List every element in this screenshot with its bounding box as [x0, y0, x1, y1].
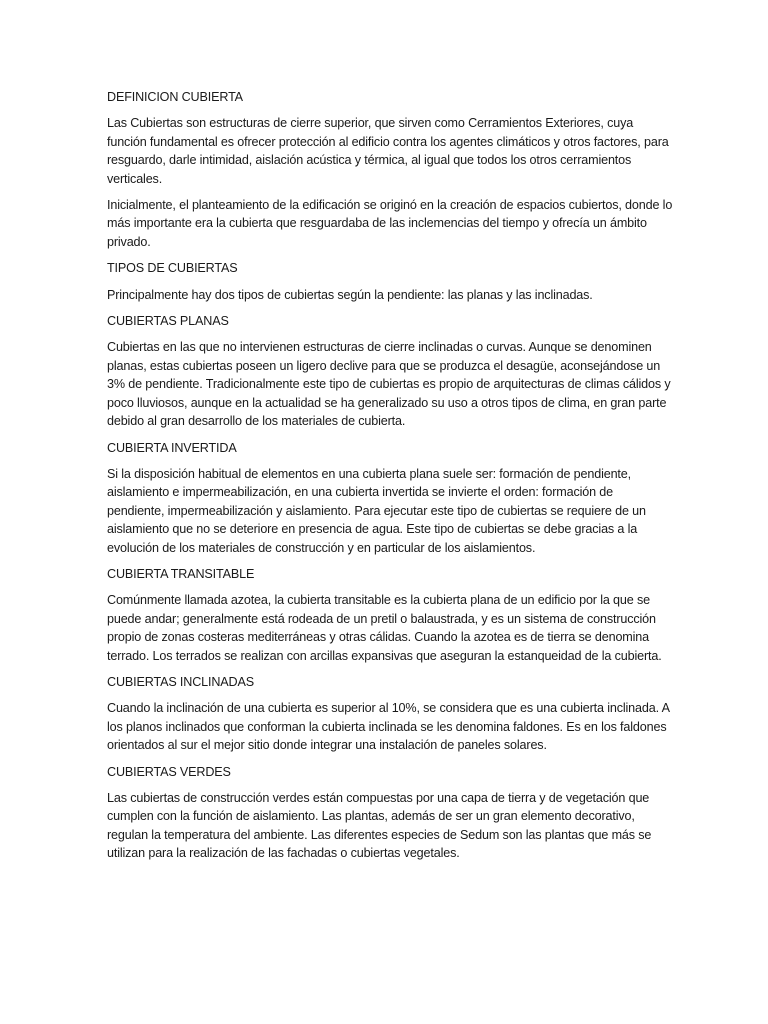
section-cubiertas-verdes — [107, 763, 673, 863]
section-cubierta-invertida — [107, 439, 673, 557]
paragraph: Cubiertas en las que no intervienen estructuras de cierre inclinadas o curvas. Aunque se denominen planas, estas cubiertas poseen un ligero declive para que se produzca el desagüe, aconsejándose un 3% de pendiente. Tradicionalmente este tipo de cubiertas es propio de arquitecturas de climas cálidos y poco lluviosos, aunque en la actualidad se ha generalizado su uso a otros tipos de clima, en gran parte debido al gran desarrollo de los materiales de cubierta. — [107, 340, 671, 429]
section-heading: CUBIERTAS PLANAS — [107, 314, 229, 329]
section-heading: CUBIERTA TRANSITABLE — [107, 566, 255, 581]
document-page — [107, 88, 673, 871]
section-heading: CUBIERTAS VERDES — [107, 764, 231, 779]
paragraph: Inicialmente, el planteamiento de la edificación se originó en la creación de espacios cubiertos, donde lo más importante era la cubierta que resguardaba de las inclemencias del tiempo y ofrecía un ámbito privado. — [107, 198, 673, 249]
paragraph: Las cubiertas de construcción verdes están compuestas por una capa de tierra y de vegetación que cumplen con la función de aislamiento. Las plantas, además de ser un gran elemento decorativo, regulan la temperatura del ambiente. Las diferentes especies de Sedum son las plantas que más se utilizan para la realización de las fachadas o cubiertas vegetales. — [107, 791, 652, 861]
section-cubierta-transitable — [107, 565, 673, 665]
paragraph: Comúnmente llamada azotea, la cubierta transitable es la cubierta plana de un edificio por la que se puede andar; generalmente está rodeada de un pretil o balaustrada, y es un sistema de construcción propio de zonas costeras mediterráneas y otras cálidas. Cuando la azotea es de tierra se denomina terrado. Los terrados se realizan con arcillas expansivas que aseguran la estanqueidad de la cubierta. — [107, 593, 662, 663]
section-cubiertas-inclinadas — [107, 673, 673, 755]
section-heading: CUBIERTA INVERTIDA — [107, 440, 237, 455]
section-heading: TIPOS DE CUBIERTAS — [107, 261, 238, 276]
section-heading: CUBIERTAS INCLINADAS — [107, 674, 254, 689]
paragraph: Si la disposición habitual de elementos en una cubierta plana suele ser: formación de pendiente, aislamiento e impermeabilización, en una cubierta invertida se invierte el orden: formación de pendiente, impermeabilización y aislamiento. Para ejecutar este tipo de cubiertas se requiere de un aislamiento que no se deteriore en presencia de agua. Este tipo de cubiertas se debe gracias a la evolución de los materiales de construcción y en particular de los aislamientos. — [107, 466, 646, 555]
section-tipos-de-cubiertas — [107, 259, 673, 304]
section-cubiertas-planas — [107, 312, 673, 430]
section-definicion-cubierta — [107, 88, 673, 251]
paragraph: Cuando la inclinación de una cubierta es superior al 10%, se considera que es una cubierta inclinada. A los planos inclinados que conforman la cubierta inclinada se les denomina faldones. Es en los faldones orientados al sur el mejor sitio donde integrar una instalación de paneles solares. — [107, 701, 670, 753]
paragraph: Principalmente hay dos tipos de cubiertas según la pendiente: las planas y las inclinadas. — [107, 287, 593, 302]
section-heading: DEFINICION CUBIERTA — [107, 90, 243, 104]
paragraph: Las Cubiertas son estructuras de cierre superior, que sirven como Cerramientos Exteriores, cuya función fundamental es ofrecer protección al edificio contra los agentes climáticos y otros factores, para resguardo, darle intimidad, aislación acústica y térmica, al igual que todos los otros cerramientos verticales. — [107, 116, 669, 186]
